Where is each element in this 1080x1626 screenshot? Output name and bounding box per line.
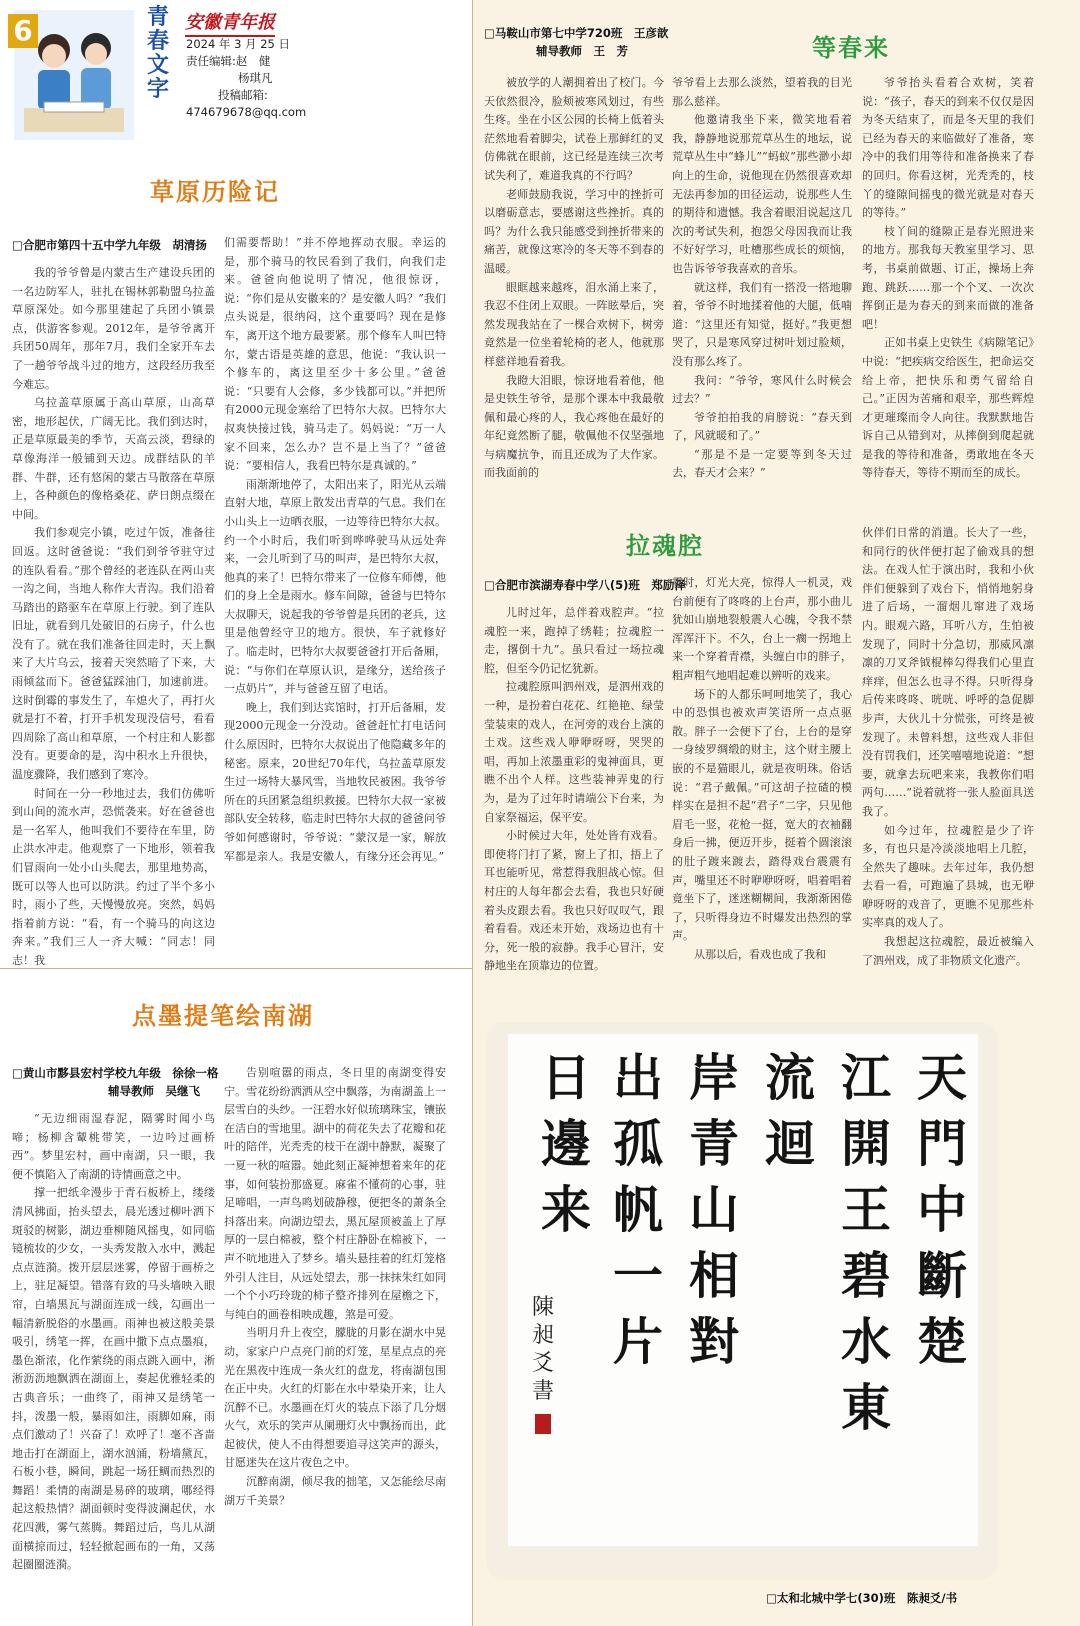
article-column-opera-2: 霎时，灯光大亮，惊得人一机灵，戏台前便有了咚咚的上台声，那小曲儿犹如山崩地裂般震人心魄，令我不禁浑浑汗下。不久，台上一瘸一拐地上来一个穿着青襟，头缠白巾的胖子，粗声粗气地唱起难以辨听的戏来。 场下的人都乐呵呵地笑了，我心中的恐惧也被欢声笑语所一点点驱散。胖子一会便下了台，上台的是穿一身绫罗绸缎的财主，这个财主腰上嵌的不是猫眼儿，就是夜明珠。俗话说：“君子戴佩。”可这胡子拉碴的模样实在是担不起“君子”二字，只见他眉毛一竖，花枪一挺，宽大的衣袖翻身后一拂，便迈开步，挺着个圆滚滚的肚子踱来踱去，踏得戏台震震有声，嘴里还不时咿咿呀呀，唱着唱着竟坐下了，迷迷糊糊间，我渐渐困倦了，只听得身边不时爆发出热烈的掌声。 从那以后，看戏也成了我和 — [672, 576, 852, 961]
calligraphy-character: 東 — [841, 1378, 891, 1437]
newspaper-name: 安徽青年报 — [185, 8, 275, 37]
calligraphy-character: 對 — [689, 1312, 739, 1371]
calligraphy-character: 碧 — [841, 1246, 891, 1305]
calligraphy-credit: □太和北城中学七(30)班 陈昶爻/书 — [766, 1591, 958, 1605]
article-column-lake-1: “无边细雨湿春泥，隔雾时闻小鸟啼；杨柳含颦桃带笑，一边吟过画桥西”。梦里宏村，画中南湖，只一眼，我便不慎陷入了南湖的诗情画意之中。 撑一把纸伞漫步于青石板桥上，缕缕清风拂面，抬头望去，晨光透过柳叶洒下斑驳的树影，湖边垂柳随风摇曳，如同临镜梳妆的少女，一头秀发散入水中，溅起点点涟漪。拨开层层迷雾，停留于画桥之上，驻足凝望。错落有致的马头墙映入眼帘，白墙黑瓦与湖面连成一线，勾画出一幅清新脱俗的水墨画。雨神也被这般美景吸引，绣笔一挥，在画中撒下点点墨痕，墨色渐浓，化作萦绕的雨点跳入画中，淅淅沥沥地飘洒在湖面上，奏起优雅轻柔的古典音乐；一曲终了，雨神又是绣笔一抖，泼墨一般，暴雨如注，雨脚如麻，雨点们激动了！兴奋了！欢呼了！毫不吝啬地击打在湖面上，湖水汹涌，粉墙黛瓦，石板小巷，瞬间，跳起一场狂鲷而热烈的舞蹈！柔情的南湖是易碎的玻璃，哪经得起这般热情？湖面顿时变得波澜起伏，水花四溅，雾气蒸腾。舞蹈过后，鸟儿从湖面横掠而过，轻轻掀起画布的一角，又荡起圈圈涟漪。 — [12, 1112, 215, 1572]
column-name: 青春文字 — [146, 5, 169, 102]
calligraphy-character: 孤 — [613, 1114, 663, 1173]
calligraphy-character: 迴 — [765, 1114, 815, 1173]
byline-spring: □马鞍山市第七中学720班 王彦歆 辅导教师 王 芳 — [484, 26, 669, 58]
calligraphy-character: 流 — [765, 1048, 815, 1107]
calligraphy-character: 出 — [613, 1048, 663, 1107]
calligraphy-character: 中 — [917, 1180, 967, 1239]
article-column-opera-1: 儿时过年，总伴着戏腔声。“拉魂腔一来，跑掉了绣鞋；拉魂腔一走，撂倒十九”。虽只看过一场拉魂腔，但至今仍记忆犹新。 拉魂腔原叫泗州戏，是泗州戏的一种，是扮着白花花、红艳艳、绿莹莹装束的戏人，在河旁的戏台上演的土戏。这些戏人咿咿呀呀，哭哭的唱，再加上浓墨重彩的鬼神面具，更瞧不出个人样。这些装神弄鬼的行为，是为了过年时请端公下台来，为自家祭福运，保平安。 小时候过大年，处处皆有戏看。即使将门打了紧，窗上了扣，捂上了耳也能听见，常惹得我胆战心惊。但村庄的人每年都会去看，我也只好硬着头皮跟去看。我也只好叹叹气，跟着看看。戏还未开始，戏场边也有十分，死一般的寂静。我手心冒汗，安静地坐在顶靠边的位置。 — [484, 606, 664, 973]
article-column-spring-1: 被放学的人潮拥着出了校门。今天依然很冷，脸颊被寒风划过，有些生疼。坐在小区公园的长椅上低着头茫然地看着脚尖，试卷上那鲜红的叉仿佛就在眼前，这已经是连续三次考试失利了，难道我真的不行吗？ 老师鼓励我说，学习中的挫折可以磨砺意志，要感谢这些挫折。真的吗？为什么我只能感受到挫折带来的痛苦，就像这寒冷的冬天等不到春的温暖。 眼眶越来越疼，泪水涌上来了，我忍不住闭上双眼。一阵眩晕后，突然发现我站在了一棵合欢树下，树旁竟然是一位坐着轮椅的老人，他就那样慈祥地看着我。 我瞪大泪眼，惊讶地看着他，他是史铁生爷爷，是那个课本中我最敬佩和最心疼的人，我心疼他在最好的年纪竟然断了腿，敬佩他不仅坚强地与病魔抗争，而且还成为了大作家。而我面前的 — [484, 76, 664, 480]
editor-label: 责任编辑:赵 健 — [186, 54, 271, 68]
section-divider — [0, 968, 472, 969]
article-column-lake-2: 告别喧嚣的雨点，冬日里的南湖变得安宁。雪花纷纷洒洒从空中飘落，为南湖盖上一层雪白的头纱。一汪碧水好似琉璃珠宝，镶嵌在洁白的雪地里。湖中的荷花失去了花瓣和花叶的陪伴，光秃秃的枝干在湖中静默，凝聚了一夏一秋的喧嚣。她此刻正凝神想着来年的花事，如何装扮那盛夏。麻雀不懂荷的心事，驻足啼唱，一声鸟鸣划破静穆，便把冬的萧条全抖落出来。向湖边望去，黑瓦屋顶被盖上了厚厚的一层白棉被，整个村庄静卧在棉被下，一声不吭地进入了梦乡。墙头悬挂着的红灯笼格外引人注目，从远处望去，那一抹抹朱红如同一个个小巧玲珑的柿子整齐排列在屋檐之下，与纯白的画卷相映成趣，煞是可爱。 当明月升上夜空，朦胧的月影在湖水中晃动，家家户户点亮门前的灯笼，星星点点的亮光在黑夜中连成一条火红的盘龙，将南湖包围在正中央。火红的灯影在水中晕染开来，让人沉醉不已。水墨画在灯火的装点下添了几分烟火气，欢乐的笑声从阑珊灯火中飘扬而出，此起彼伏，使人不由得想要追寻这笑声的源头，甘愿迷失在这片夜色之中。 沉醉南湖，倾尽我的拙笔，又怎能绘尽南湖万千美景？ — [224, 1066, 446, 1507]
calligraphy-character: 片 — [613, 1312, 663, 1371]
article-title-lake: 点墨提笔绘南湖 — [132, 1002, 314, 1030]
calligraphy-character: 帆 — [613, 1180, 663, 1239]
editor-name: 杨琪凡 — [238, 71, 273, 85]
article-title-spring: 等春来 — [812, 34, 890, 62]
calligraphy-character: 門 — [917, 1114, 967, 1173]
article-column-grassland-2: 们需要帮助！”并不停地挥动衣服。幸运的是，那个骑马的牧民看到了我们，向我们走来。爸爸向他说明了情况，他很惊讶，说：“你们是从安徽来的？是安徽人吗？”我们点头说是，很纳闷，这个重要吗？现在是修车，离开这个地方最要紧。那个修车人叫巴特尔，蒙古语是英雄的意思，他说：“我认识一个修车的，离这里至少十多公里。”爸爸说：“只要有人会修，多少钱都可以。”并把所有2000元现金塞给了巴特尔大叔。巴特尔大叔爽快接过钱，骑马走了。妈妈说：“万一人家不回来，怎么办？岂不是上当了？”爸爸说：“要相信人，我看巴特尔是真诚的。” 雨渐渐地停了，太阳出来了，阳光从云端直射大地，草原上散发出青草的气息。我们在小山头上一边晒衣服，一边等待巴特尔大叔。约一个小时后，我们听到哗哗驶马从远处奔来，一会儿听到了马的叫声，是巴特尔大叔，他真的来了！巴特尔带来了一位修车师傅，他们的身上全是雨水。修车间隙，爸爸与巴特尔大叔聊天，说起我的爷爷曾是兵团的老兵，这里是他曾经守卫的地方。很快，车子就修好了。临走时，巴特尔大叔要爸爸打开后备厢，说：“与你们在草原认识，是缘分，送给孩子一点奶片”，并与爸爸互留了电话。 晚上，我们到达宾馆时，打开后备厢，发现2000元现金一分没动。爸爸赶忙打电话问什么原因时，巴特尔大叔说出了他隐藏多年的秘密。原来，20世纪70年代，乌拉盖草原发生过一场特大暴风雪，当地牧民被困。我爷爷所在的兵团紧急组织救援。巴特尔大叔一家被部队安全转移，临走时巴特尔大叔的爸爸问爷爷如何感谢时，爷爷说：“蒙汉是一家，解放军都是亲人。我是安徽人，有缘分还会再见。” — [224, 236, 446, 863]
calligraphy-character: 王 — [841, 1180, 891, 1239]
header-meta — [186, 36, 396, 121]
calligraphy-character: 江 — [841, 1048, 891, 1107]
byline-lake: □黄山市黟县宏村学校九年级 徐徐一格 辅导教师 吴继飞 — [12, 1066, 219, 1098]
article-title-grassland: 草原历险记 — [150, 178, 280, 206]
article-column-spring-3: 爷爷抬头看着合欢树，笑着说：“孩子，春天的到来不仅仅是因为冬天结束了，而是冬天里的我们已经为春天的来临做好了准备，寒冷中的我们用等待和准备换来了春的回归。你看这树，光秃秃的，枝丫的缝隙间摇曳的微光就是对春天的等待。” 枝丫间的缝隙正是春光照进来的地方。那我每天教室里学习、思考，书桌前做题、订正，操场上奔跑、跳跃……那一个个叉、一次次挥倒正是为春天的到来而做的准备吧！ 正如书桌上史铁生《病隙笔记》中说：“把疾病交给医生，把命运交给上帝，把快乐和勇气留给自己。”正因为苦痛和艰辛，那些辉煌才更璀璨而令人向往。我默默地告诉自己从错到对，从摔倒到爬起就是我的等待和准备，勇敢地在冬天等待春天，等待不期而至的成长。 — [862, 76, 1034, 480]
article-column-spring-2: 爷爷看上去那么淡然，望着我的目光那么慈祥。 他邀请我坐下来，微笑地看着我，静静地说那荒草丛生的地坛，说荒草丛生中“蜂儿”“蚂蚁”那些渺小却向上的生命，说他现在仍然很喜欢却无法再参加的田径运动，说那些人生的期待和遗憾。我含着眼泪说起这几次的考试失利，抱怨父母因我而让我不好好学习，吐槽那些成长的烦恼，也告诉爷爷我喜欢的音乐。 就这样，我们有一搭没一搭地聊着，爷爷不时地揉着他的大腿，低喃道：“这里还有知觉，挺好。”我更想哭了，只是寒风穿过树叶划过脸颊，没有那么疼了。 我问：“爷爷，寒风什么时候会过去？” 爷爷拍拍我的肩膀说：“春天到了，风就暖和了。” “那是不是一定要等到冬天过去，春天才会来？” — [672, 76, 852, 480]
article-column-grassland-1: 我的爷爷曾是内蒙古生产建设兵团的一名边防军人，驻扎在锡林郭勒盟乌拉盖草原深处。如今那里建起了兵团小镇景点，供游客参观。2012年，是爷爷离开兵团50周年，那年7月，我们全家开车去了一趟爷爷战斗过的地方，这段经历我至今难忘。 乌拉盖草原属于高山草原，山高草密，地形起伏，广阔无比。我们到达时，正是草原最美的季节，天高云淡，碧绿的草像海洋一般铺到天边。成群结队的羊群、牛群，还有悠闲的蒙古马散落在草原上，各种颜色的像格桑花、萨日朗点缀在中间。 我们参观完小镇，吃过午饭，准备往回返。这时爸爸说：“我们到爷爷驻守过的连队看看。”那个曾经的老连队在两山夹一沟之间，当地人称作大青沟。我们沿着马踏出的路驱车在草原上行驶。到了连队旧址，就看到几处破旧的石房子，什么也没有了。就在我们准备往回走时，天上飘来了大片乌云，接着天突然暗了下来，大雨倾盆而下。爸爸猛踩油门，加速前进。这时倒霉的事发生了，车熄火了，再打火就是打不着，打开手机发现没信号，看看四周除了高山和草原，一个村庄和人影都没有。更要命的是，沟中积水上升很快，温度骤降，我们感到了寒冷。 时间在一分一秒地过去，我们仿佛听到山间的流水声，恐慌袭来。好在爸爸也是一名军人，他叫我们不要待在车里，防止洪水冲走。他观察了一下地形，领着我们冒雨向一处小山头爬去，那里地势高，既可以等人也可以防洪。约过了半个多小时，雨小了些，天慢慢放亮。突然，妈妈指着前方说：“看，有一个骑马的向这边奔来。”我们三人一齐大喊：“同志！同志！我 — [12, 266, 215, 967]
article-title-opera: 拉魂腔 — [626, 532, 704, 560]
column-divider — [472, 0, 473, 1626]
issue-date: 2024 年 3 月 25 日 — [186, 37, 290, 51]
calligraphy-character: 開 — [841, 1114, 891, 1173]
email-label: 投稿邮箱: — [218, 88, 268, 102]
article-column-opera-3: 伙伴们日常的消遣。长大了一些，和同行的伙伴便打起了偷戏具的想法。在戏人忙于演出时，我和小伙伴们便躲到了戏台下，悄悄地躬身进了后场，一溜烟儿窜进了戏场内。眼观六路，耳听八方，生怕被发现了，同时十分急切，那威风凛凛的刀叉斧钺棍棒勾得我们心里直痒痒，但怎么也寻不得。只听得身后传来咚咚、咣咣、呼呼的急促脚步声，大伙儿十分慌张，可终是被发现了。未曾料想，这些戏人非但没有罚我们，还笑嘻嘻地说道：“想要，就拿去玩吧来来，我教你们唱两句……”说着就将一张人脸面具送我了。 如今过年，拉魂腔是少了许多，有也只是冷淡淡地唱上几腔，全然失了趣味。去年过年，我仍想去看一看，可跑遍了县城，也无咿咿呀呀的戏音了，更瞧不见那些朴实率真的戏人了。 我想起这拉魂腔，最近被编入了泗州戏，成了非物质文化遗产。 — [862, 526, 1034, 967]
calligraphy-character: 来 — [541, 1180, 591, 1239]
calligraphy-character: 水 — [841, 1312, 891, 1371]
calligraphy-character: 日 — [541, 1048, 591, 1107]
calligraphy-character: 岸 — [689, 1048, 739, 1107]
calligraphy-character: 楚 — [917, 1312, 967, 1371]
calligraphy-character: 一 — [613, 1246, 663, 1305]
calligraphy-seal — [535, 1414, 551, 1434]
calligraphy-character: 邊 — [541, 1114, 591, 1173]
byline-grassland: □合肥市第四十五中学九年级 胡清扬 — [12, 238, 207, 252]
page-number: 6 — [8, 14, 38, 48]
calligraphy-character: 青 — [689, 1114, 739, 1173]
calligraphy-artwork — [508, 1034, 978, 1546]
calligraphy-character: 天 — [917, 1048, 967, 1107]
calligraphy-character: 山 — [689, 1180, 739, 1239]
calligraphy-signature: 陳 昶 爻 書 — [531, 1295, 554, 1404]
email-address: 474679678@qq.com — [186, 105, 307, 119]
byline-opera: □合肥市滨湖寿春中学八(5)班 郑励泽 — [484, 578, 686, 592]
calligraphy-character: 相 — [689, 1246, 739, 1305]
calligraphy-character: 斷 — [917, 1246, 967, 1305]
